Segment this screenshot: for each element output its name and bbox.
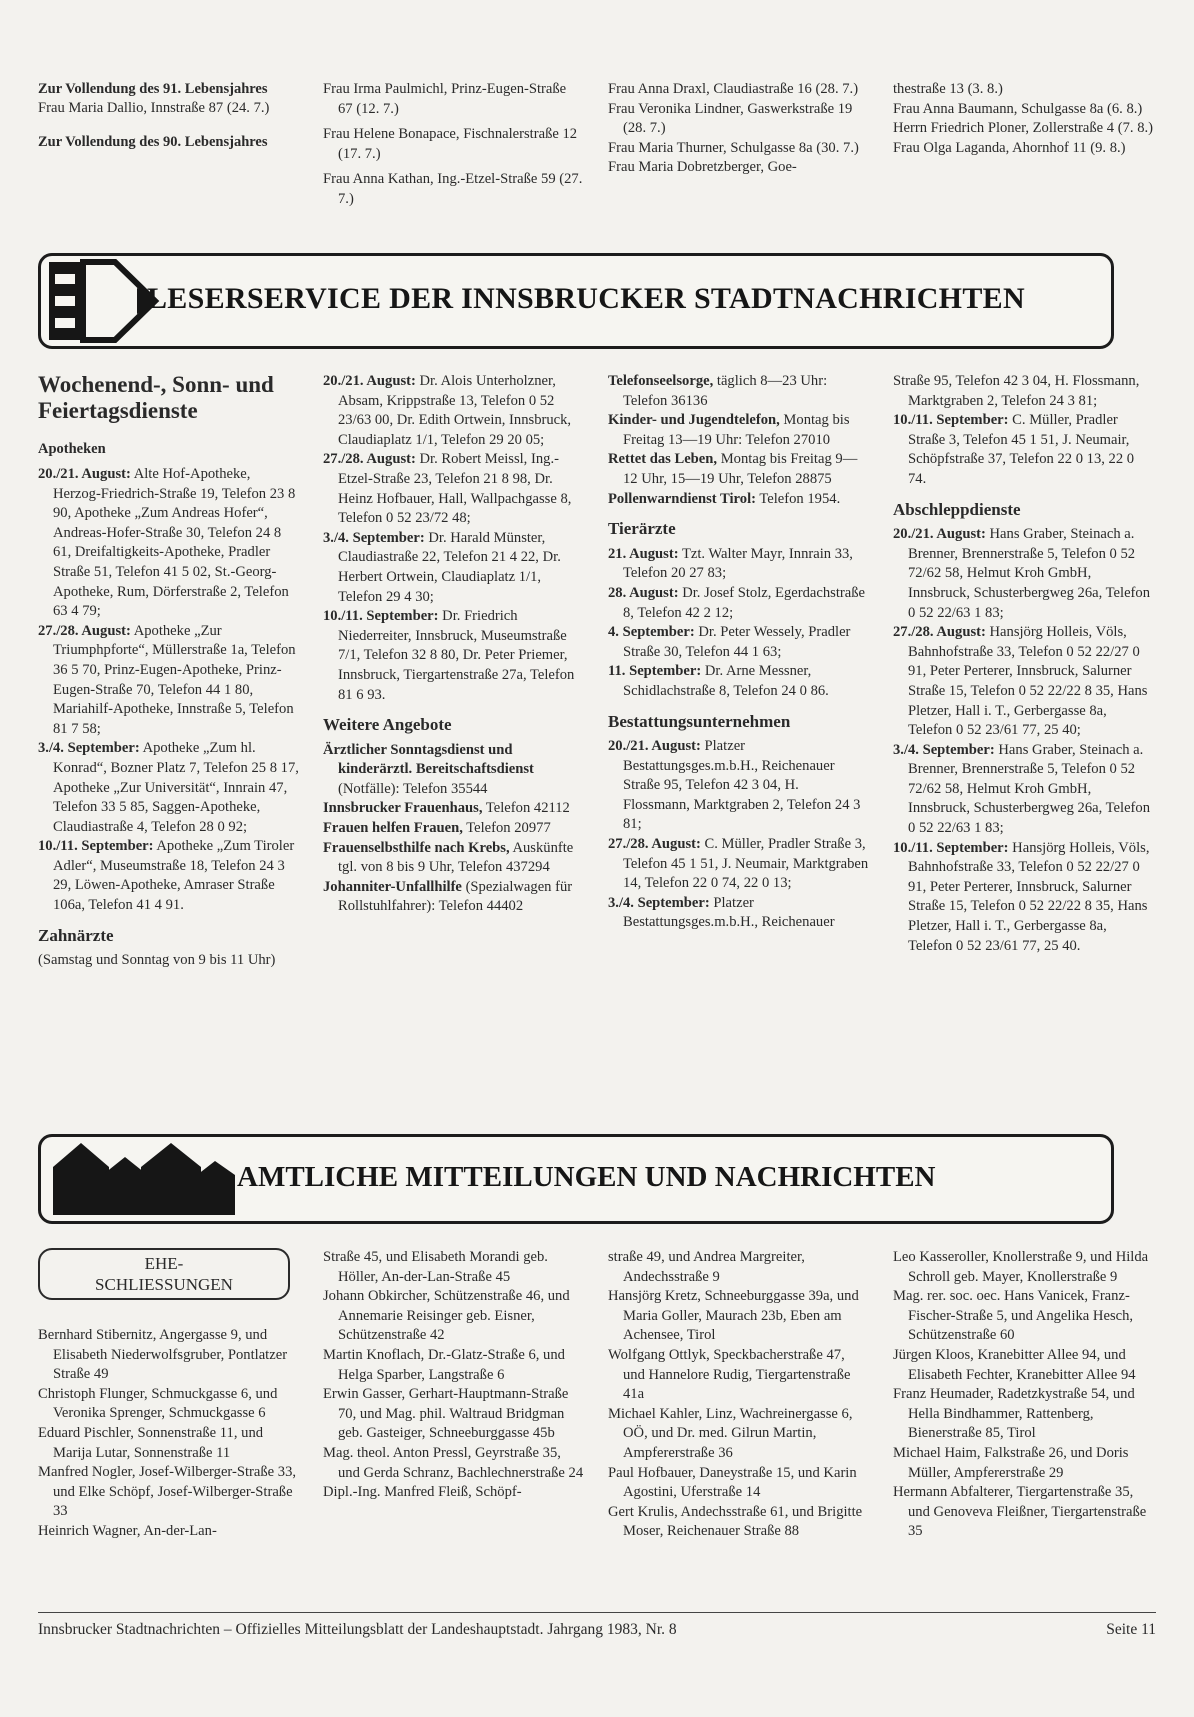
service-entry-date: 27./28. August: bbox=[608, 836, 701, 853]
service-entry bbox=[38, 465, 299, 622]
service-entry-date: 3./4. September: bbox=[893, 741, 995, 758]
service-entry bbox=[608, 835, 869, 894]
service-entry-date: Frauenselbsthilfe nach Krebs, bbox=[323, 839, 510, 856]
service-entry-date: 10./11. September: bbox=[38, 838, 154, 855]
service-entry-text: Alte Hof-Apotheke, Herzog-Friedrich-Straße 19, Telefon 23 8 90, Apotheke „Zum Andreas Hofer“, Andreas-Hofer-Straße 30, Telefon 24 8 61, Dreifaltigkeits-Apotheke, Pradler Straße 51, Telefon 41 5 02, St.-Georg-Apotheke, Rum, Dörferstraße 2, Telefon 63 4 79; bbox=[53, 466, 296, 620]
service-entry-date: Innsbrucker Frauenhaus, bbox=[323, 800, 483, 817]
service-entry bbox=[38, 837, 299, 915]
service-entry-text: täglich 8—23 Uhr: Telefon 36136 bbox=[623, 373, 828, 409]
birthday-entry: Frau Anna Kathan, Ing.-Etzel-Straße 59 (27. 7.) bbox=[323, 171, 583, 207]
service-subheading: Weitere Angebote bbox=[323, 715, 452, 735]
service-entry-date: 3./4. September: bbox=[608, 894, 710, 911]
service-entry bbox=[893, 411, 1154, 489]
service-entry bbox=[893, 525, 1154, 623]
birthday-entry: Frau Anna Baumann, Schulgasse 8a (6. 8.) bbox=[893, 100, 1143, 117]
marriage-entry: Heinrich Wagner, An-der-Lan- bbox=[38, 1522, 217, 1539]
service-entry-date: Pollenwarndienst Tirol: bbox=[608, 490, 756, 507]
marriages-column-1 bbox=[38, 1248, 299, 1542]
service-entry-text: Dr. Peter Wessely, Pradler Straße 30, Telefon 44 1 63; bbox=[623, 624, 851, 660]
service-entry-date: Telefonseelsorge, bbox=[608, 373, 714, 389]
service-entry bbox=[323, 450, 584, 528]
birthday-section bbox=[38, 80, 1156, 210]
service-entry-text: Dr. Josef Stolz, Egerdachstraße 8, Telefon 42 2 12; bbox=[623, 584, 865, 621]
service-entry-text: Montag bis Freitag 13—19 Uhr: Telefon 27010 bbox=[623, 412, 850, 448]
service-entry-text: Montag bis Freitag 9—12 Uhr, 15—19 Uhr, Telefon 28875 bbox=[623, 451, 858, 487]
city-skyline-icon bbox=[47, 1137, 243, 1217]
marriage-entry: Michael Kahler, Linz, Wachreinergasse 6, OÖ, und Dr. med. Gilrun Martin, Ampfererstraße 36 bbox=[608, 1405, 853, 1461]
marriages-heading-box bbox=[38, 1248, 290, 1300]
service-entry-date: 21. August: bbox=[608, 545, 679, 562]
service-entry-text: (Notfälle): Telefon 35544 bbox=[338, 780, 488, 797]
service-entry bbox=[323, 741, 584, 800]
service-entry-text: Hans Graber, Steinach a. Brenner, Brennerstraße 5, Telefon 0 52 72/62 58, Helmut Kroh GmbH, Innsbruck, Schusterbergweg 26a, Telefon 0 52 22/63 1 83; bbox=[908, 741, 1151, 837]
service-entry-text: Dr. Arne Messner, Schidlachstraße 8, Telefon 24 0 86. bbox=[623, 663, 829, 699]
marriages-heading-line-2: SCHLIESSUNGEN bbox=[95, 1275, 233, 1294]
marriage-entry: Christoph Flunger, Schmuckgasse 6, und Veronika Sprenger, Schmuckgasse 6 bbox=[38, 1385, 278, 1422]
birthday-entry: Herrn Friedrich Ploner, Zollerstraße 4 (7. 8.) bbox=[893, 120, 1153, 137]
service-entry-text: Hans Graber, Steinach a. Brenner, Brennerstraße 5, Telefon 0 52 72/62 58, Helmut Kroh GmbH, Innsbruck, Schusterbergweg 26a, Telefon 0 52 22/63 1 83; bbox=[908, 526, 1151, 621]
service-entry-text: Dr. Robert Meissl, Ing.-Etzel-Straße 23, Telefon 21 8 98, Dr. Heinz Hofbauer, Hall, Wallpachgasse 8, Telefon 0 52 23/72 48; bbox=[338, 451, 572, 527]
service-entry-text: Dr. Alois Unterholzner, Absam, Krippstraße 13, Telefon 0 52 23/63 00, Dr. Edith Ortwein, Innsbruck, Claudiaplatz 1/1, Telefon 29 20 05; bbox=[338, 373, 572, 448]
service-entry bbox=[608, 490, 869, 510]
service-entry bbox=[608, 372, 869, 411]
service-entry-date: 27./28. August: bbox=[893, 624, 986, 641]
marriage-entry: Jürgen Kloos, Kranebitter Allee 94, und Elisabeth Fechter, Kranebitter Allee 94 bbox=[893, 1346, 1136, 1383]
service-entry-text: Straße 95, Telefon 42 3 04, H. Flossmann, Marktgraben 2, Telefon 24 3 81; bbox=[893, 373, 1140, 409]
marriage-entry: Johann Obkircher, Schützenstraße 46, und Annemarie Reisinger geb. Eisner, Schützenstraße 42 bbox=[323, 1288, 570, 1344]
marriage-entry: Martin Knoflach, Dr.-Glatz-Straße 6, und Helga Sparber, Langstraße 6 bbox=[323, 1346, 565, 1383]
service-heading: Wochenend-, Sonn- und Feiertagsdienste bbox=[38, 372, 274, 423]
service-subheading: Zahnärzte bbox=[38, 925, 114, 945]
birthday-heading: Zur Vollendung des 91. Lebensjahres bbox=[38, 81, 268, 97]
marriage-entry: Leo Kasseroller, Knollerstraße 9, und Hilda Schroll geb. Mayer, Knollerstraße 9 bbox=[893, 1249, 1149, 1285]
service-entry-text: Hansjörg Holleis, Völs, Bahnhofstraße 33, Telefon 0 52 22/27 0 91, Peter Perterer, Innsbruck, Salurner Straße 15, Telefon 0 52 22/22 8 35, Hans Pletzer, Hall i. T., Gerbergasse 8a, Telefon 0 52 23/61 77, 25 40. bbox=[908, 839, 1150, 954]
marriage-entry: Wolfgang Ottlyk, Speckbacherstraße 47, und Hannelore Rudig, Tiergartenstraße 41a bbox=[608, 1346, 851, 1403]
service-entry-text: Tzt. Walter Mayr, Innrain 33, Telefon 20 27 83; bbox=[623, 545, 853, 582]
service-entry-date: 20./21. August: bbox=[893, 526, 986, 543]
service-entry-date: Kinder- und Jugendtelefon, bbox=[608, 412, 780, 429]
service-subheading: Abschleppdienste bbox=[893, 499, 1021, 519]
birthday-column-3 bbox=[608, 80, 869, 210]
marriage-entry: Mag. theol. Anton Pressl, Geyrstraße 35, und Gerda Schranz, Bachlechnerstraße 24 bbox=[323, 1444, 584, 1481]
marriage-entry: Bernhard Stibernitz, Angergasse 9, und Elisabeth Niederwolfsgruber, Pontlatzer Straße 49 bbox=[38, 1327, 288, 1383]
marriages-column-2 bbox=[323, 1248, 584, 1542]
service-entry bbox=[893, 372, 1154, 411]
marriage-entry: Michael Haim, Falkstraße 26, und Doris Müller, Ampfererstraße 29 bbox=[893, 1444, 1129, 1481]
service-entry-text: Apotheke „Zur Triumphpforte“, Müllerstraße 1a, Telefon 36 5 70, Prinz-Eugen-Apotheke, Prinz-Eugen-Straße 70, Telefon 44 1 80, Mariahilf-Apotheke, Innstraße 5, Telefon 81 7 58; bbox=[53, 622, 296, 737]
service-entry bbox=[608, 545, 869, 584]
birthday-entry: Frau Maria Dobretzberger, Goe- bbox=[608, 159, 797, 176]
service-entry-date: 20./21. August: bbox=[323, 373, 416, 389]
footer-publication: Innsbrucker Stadtnachrichten – Offizielles Mitteilungsblatt der Landeshauptstadt. Jahrgang 1983, Nr. 8 bbox=[38, 1621, 677, 1638]
service-column-3 bbox=[608, 372, 869, 971]
service-entry-text: Dr. Harald Münster, Claudiastraße 22, Telefon 21 4 22, Dr. Herbert Ortwein, Claudiaplatz 1/1, Telefon 29 4 30; bbox=[338, 529, 561, 605]
service-entry bbox=[893, 741, 1154, 839]
amtliche-banner bbox=[38, 1134, 1114, 1224]
service-entry-date: Ärztlicher Sonntagsdienst und kinderärztl. Bereitschaftsdienst bbox=[323, 741, 534, 778]
marriage-entry: Straße 45, und Elisabeth Morandi geb. Höller, An-der-Lan-Straße 45 bbox=[323, 1249, 548, 1285]
service-entry-text: Telefon 42112 bbox=[482, 800, 570, 817]
birthday-entry: Frau Veronika Lindner, Gaswerkstraße 19 (28. 7.) bbox=[608, 100, 853, 137]
birthday-column-2 bbox=[323, 80, 584, 210]
service-entry-text: Apotheke „Zum Tiroler Adler“, Museumstraße 18, Telefon 24 3 29, Löwen-Apotheke, Amraser Straße 106a, Telefon 41 4 91. bbox=[53, 838, 295, 914]
service-column-4 bbox=[893, 372, 1154, 971]
marriage-entry: Mag. rer. soc. oec. Hans Vanicek, Franz-Fischer-Straße 5, und Angelika Hesch, Schützenstraße 60 bbox=[893, 1288, 1134, 1344]
marriage-entry: Paul Hofbauer, Daneystraße 15, und Karin Agostini, Uferstraße 14 bbox=[608, 1464, 857, 1501]
service-entry-date: 10./11. September: bbox=[323, 608, 439, 625]
service-entry-date: 3./4. September: bbox=[38, 740, 140, 757]
service-entry-date: 28. August: bbox=[608, 584, 679, 601]
service-section bbox=[38, 372, 1156, 971]
birthday-entry: Frau Maria Dallio, Innstraße 87 (24. 7.) bbox=[38, 100, 270, 116]
service-entry bbox=[893, 623, 1154, 741]
service-entry-date: 27./28. August: bbox=[38, 622, 131, 639]
birthday-column-1 bbox=[38, 80, 299, 210]
service-subheading: Tierärzte bbox=[608, 519, 676, 539]
service-entry-text: Telefon 20977 bbox=[462, 820, 551, 837]
service-entry bbox=[893, 839, 1154, 957]
birthday-entry: Frau Anna Draxl, Claudiastraße 16 (28. 7.) bbox=[608, 81, 859, 97]
marriage-entry: Franz Heumader, Radetzkystraße 54, und Hella Bindhammer, Rattenberg, Bienerstraße 85, Tirol bbox=[893, 1386, 1135, 1442]
service-entry-text: Apotheke „Zum hl. Konrad“, Bozner Platz 7, Telefon 25 8 17, Apotheke „Zur Universität“, Innrain 47, Telefon 33 5 85, Saggen-Apotheke, Claudiastraße 4, Telefon 28 0 92; bbox=[53, 740, 299, 835]
service-entry-date: 4. September: bbox=[608, 624, 695, 641]
service-entry-text: C. Müller, Pradler Straße 3, Telefon 45 1 51, J. Neumair, Schöpfstraße 37, Telefon 22 0 13, 22 0 74. bbox=[908, 412, 1135, 487]
service-subheading: Bestattungsunternehmen bbox=[608, 711, 791, 731]
marriage-entry: Eduard Pischler, Sonnenstraße 11, und Marija Lutar, Sonnenstraße 11 bbox=[38, 1424, 264, 1461]
service-entry bbox=[323, 607, 584, 705]
service-entry bbox=[38, 622, 299, 740]
service-entry-text: Auskünfte tgl. von 8 bis 9 Uhr, Telefon 437294 bbox=[338, 839, 574, 876]
service-entry bbox=[38, 739, 299, 837]
marriages-column-4 bbox=[893, 1248, 1154, 1542]
birthday-entry: Frau Helene Bonapace, Fischnalerstraße 12 (17. 7.) bbox=[323, 126, 578, 162]
service-entry bbox=[323, 799, 584, 819]
birthday-heading: Zur Vollendung des 90. Lebensjahres bbox=[38, 133, 268, 150]
service-entry bbox=[323, 372, 584, 450]
service-column-1 bbox=[38, 372, 299, 971]
marriage-entry: Hermann Abfalterer, Tiergartenstraße 35, und Genoveva Fleißner, Tiergartenstraße 35 bbox=[893, 1484, 1147, 1540]
service-entry-date: 20./21. August: bbox=[608, 738, 701, 755]
service-entry-text: Dr. Friedrich Niederreiter, Innsbruck, Museumstraße 7/1, Telefon 32 8 80, Dr. Peter Priemer, Innsbruck, Tiergartenstraße 27a, Telefon 81 6 93. bbox=[338, 608, 575, 703]
service-entry-date: 10./11. September: bbox=[893, 412, 1009, 429]
marriage-entry: Manfred Nogler, Josef-Wilberger-Straße 33, und Elke Schöpf, Josef-Wilberger-Straße 33 bbox=[38, 1464, 297, 1520]
service-subheading: Apotheken bbox=[38, 441, 106, 457]
service-entry-text: Telefon 1954. bbox=[755, 490, 841, 507]
service-entry-text: C. Müller, Pradler Straße 3, Telefon 45 1 51, J. Neumair, Marktgraben 14, Telefon 22 0 74, 22 0 13; bbox=[623, 836, 869, 892]
leserservice-banner bbox=[38, 253, 1114, 349]
service-entry bbox=[608, 737, 869, 835]
page-footer bbox=[38, 1612, 1156, 1639]
marriage-entry: straße 49, und Andrea Margreiter, Andechsstraße 9 bbox=[608, 1249, 805, 1285]
marriage-entry: Hansjörg Kretz, Schneeburggasse 39a, und Maria Goller, Maurach 23b, Eben am Achensee, Tirol bbox=[608, 1288, 859, 1344]
service-entry-text: Platzer Bestattungsges.m.b.H., Reichenauer Straße 95, Telefon 42 3 04, H. Flossmann, Marktgraben 2, Telefon 24 3 81; bbox=[623, 738, 861, 833]
service-entry-date: Johanniter-Unfallhilfe bbox=[323, 878, 462, 895]
birthday-entry: Frau Irma Paulmichl, Prinz-Eugen-Straße 67 (12. 7.) bbox=[323, 81, 567, 117]
birthday-entry: Frau Maria Thurner, Schulgasse 8a (30. 7.) bbox=[608, 139, 859, 156]
marriage-entry: Erwin Gasser, Gerhart-Hauptmann-Straße 70, und Mag. phil. Waltraud Bridgman geb. Gasteiger, Schneeburggasse 45b bbox=[323, 1386, 569, 1442]
service-entry-date: Frauen helfen Frauen, bbox=[323, 820, 463, 837]
marriages-heading-line-1: EHE- bbox=[144, 1254, 184, 1273]
service-entry bbox=[608, 411, 869, 450]
service-entry bbox=[608, 662, 869, 701]
service-entry bbox=[323, 878, 584, 917]
service-entry-text: (Spezialwagen für Rollstuhlfahrer): Telefon 44402 bbox=[338, 878, 573, 915]
marriage-entry: Gert Krulis, Andechsstraße 61, und Brigitte Moser, Reichenauer Straße 88 bbox=[608, 1503, 863, 1540]
service-column-2 bbox=[323, 372, 584, 971]
service-entry bbox=[323, 839, 584, 878]
service-entry bbox=[608, 450, 869, 489]
service-entry bbox=[608, 623, 869, 662]
service-entry-date: 20./21. August: bbox=[38, 466, 131, 482]
leserservice-title: LESERSERVICE DER INNSBRUCKER STADTNACHRICHTEN bbox=[147, 282, 1025, 315]
amtliche-title: AMTLICHE MITTEILUNGEN UND NACHRICHTEN bbox=[237, 1161, 936, 1193]
service-entry-date: Rettet das Leben, bbox=[608, 451, 718, 468]
service-entry-date: 3./4. September: bbox=[323, 529, 425, 546]
service-entry-text: Platzer Bestattungsges.m.b.H., Reichenauer bbox=[623, 894, 835, 931]
service-entry-text: Hansjörg Holleis, Völs, Bahnhofstraße 33, Telefon 0 52 22/27 0 91, Peter Perterer, Innsbruck, Salurner Straße 15, Telefon 0 52 22/22 8 35, Hans Pletzer, Hall i. T., Gerbergasse 8a, Telefon 0 52 23/61 77, 25 40; bbox=[908, 624, 1148, 739]
marriage-entry: Dipl.-Ing. Manfred Fleiß, Schöpf- bbox=[323, 1484, 522, 1501]
service-entry bbox=[323, 819, 584, 839]
marriages-column-3 bbox=[608, 1248, 869, 1542]
service-entry: (Samstag und Sonntag von 9 bis 11 Uhr) bbox=[38, 952, 276, 969]
service-entry-date: 10./11. September: bbox=[893, 839, 1009, 856]
service-entry bbox=[608, 584, 869, 623]
service-entry bbox=[608, 894, 869, 933]
service-entry bbox=[323, 529, 584, 607]
marriages-section bbox=[38, 1248, 1156, 1542]
service-entry-date: 27./28. August: bbox=[323, 451, 416, 468]
birthday-column-4 bbox=[893, 80, 1154, 210]
service-entry-date: 11. September: bbox=[608, 663, 702, 680]
page-number: Seite 11 bbox=[1106, 1621, 1156, 1638]
birthday-entry: Frau Olga Laganda, Ahornhof 11 (9. 8.) bbox=[893, 139, 1126, 156]
birthday-entry: thestraße 13 (3. 8.) bbox=[893, 81, 1003, 97]
